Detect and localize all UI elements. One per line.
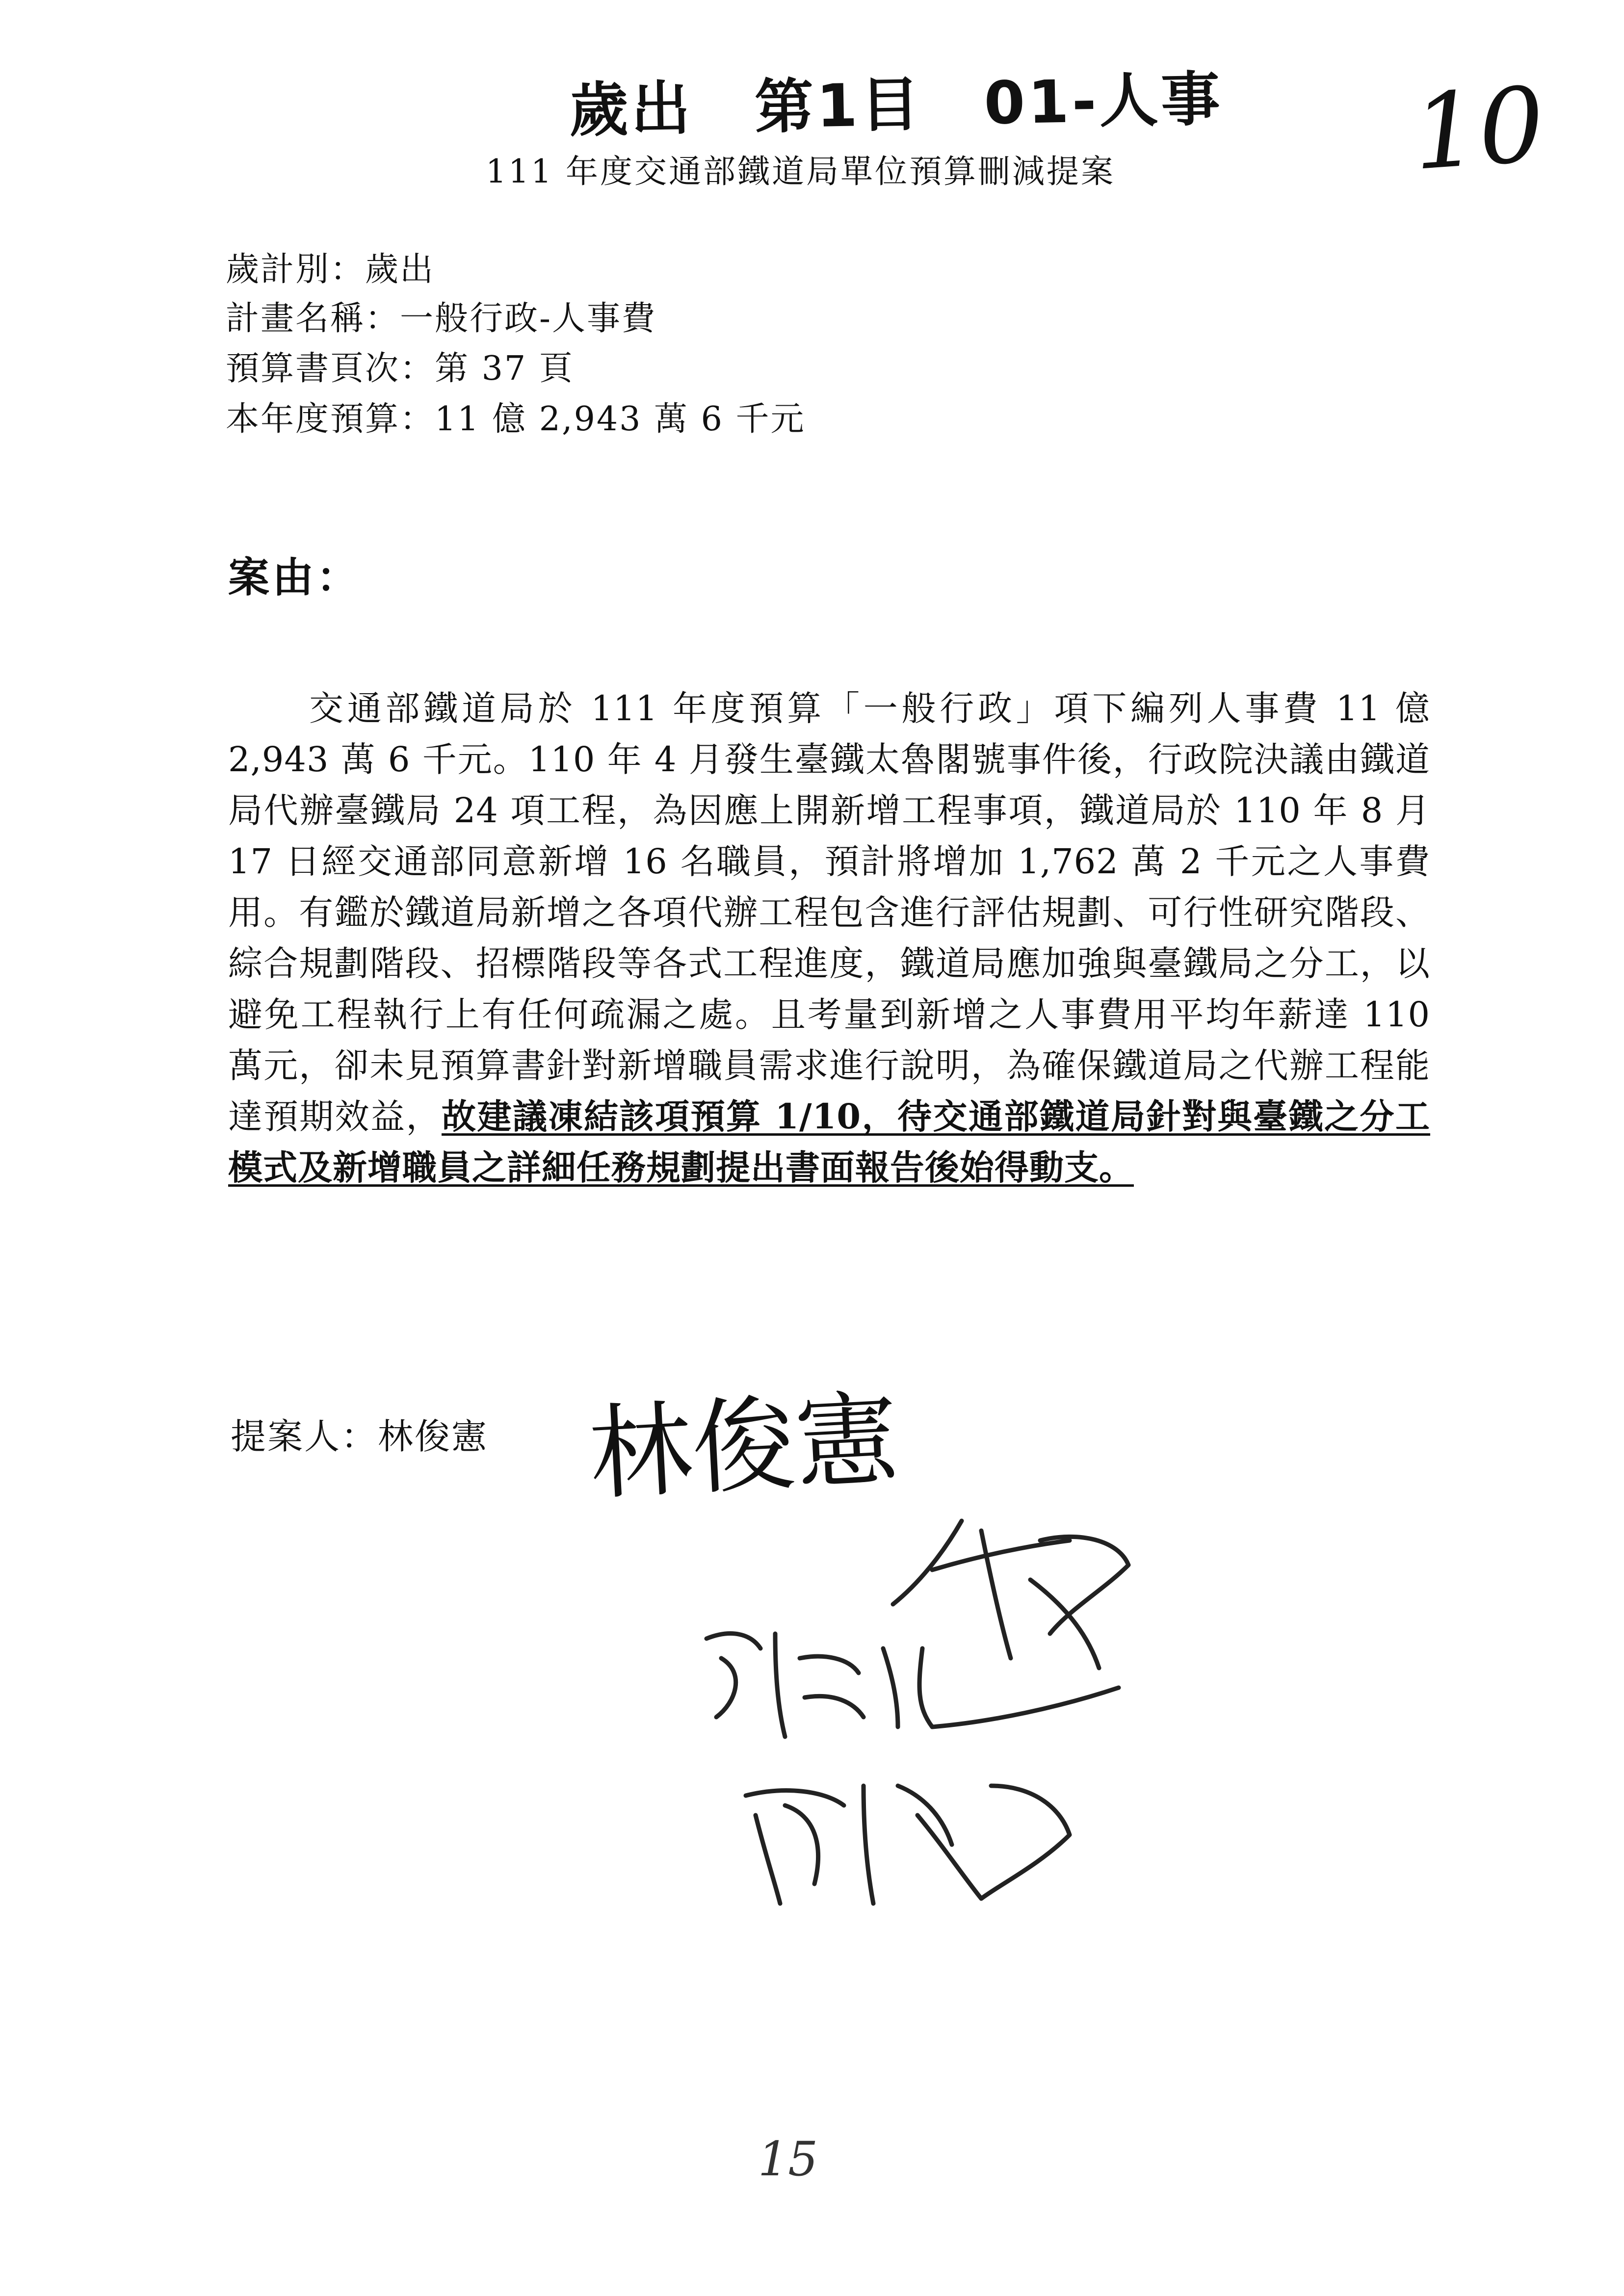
corner-number: 10 (1409, 64, 1548, 194)
proposer-label: 提案人：林俊憲 (231, 1416, 489, 1457)
reason-body (228, 683, 1430, 1193)
reason-text: 交通部鐵道局於 111 年度預算「一般行政」項下編列人事費 11 億 2,943 萬 6 千元。110 年 4 月發生臺鐵太魯閣號事件後，行政院決議由鐵道局代辦臺鐵局 24 項工程，為因應上開新增工程事項，鐵道局於 110 年 8 月 17 日經交通部同意新增 16 名職員，預計將增加 1,762 萬 2 千元之人事費用。有鑑於鐵道局新增之各項代辦工程包含進行評估規劃、可行性研究階段、綜合規劃階段、招標階段等各式工程進度，鐵道局應加強與臺鐵局之分工，以避免工程執行上有任何疏漏之處。且考量到新增之人事費用平均年薪達 110 萬元，卻未見預算書針對新增職員需求進行說明，為確保鐵道局之代辦工程能達預期效益， (228, 688, 1430, 1137)
signature (687, 1511, 1300, 1913)
handwritten-title: 歲出 第1目 01-人事 (569, 65, 1224, 145)
budget-type: 歲計別：歲出 (226, 250, 435, 289)
plan-name: 計畫名稱：一般行政-人事費 (226, 299, 656, 338)
budget-page: 預算書頁次：第 37 頁 (226, 349, 574, 388)
page-number: 15 (758, 2132, 818, 2187)
annual-budget: 本年度預算：11 億 2,943 萬 6 千元 (226, 400, 806, 439)
reason-emphasis: 故建議凍結該項預算 1/10，待交通部鐵道局針對與臺鐵之分工模式及新增職員之詳細任務規劃提出書面報告後始得動支。 (228, 1096, 1431, 1188)
signature-1: 林俊憲 (586, 1378, 901, 1515)
document-subtitle: 111 年度交通部鐵道局單位預算刪減提案 (486, 153, 1115, 190)
reason-label: 案由： (228, 553, 361, 601)
